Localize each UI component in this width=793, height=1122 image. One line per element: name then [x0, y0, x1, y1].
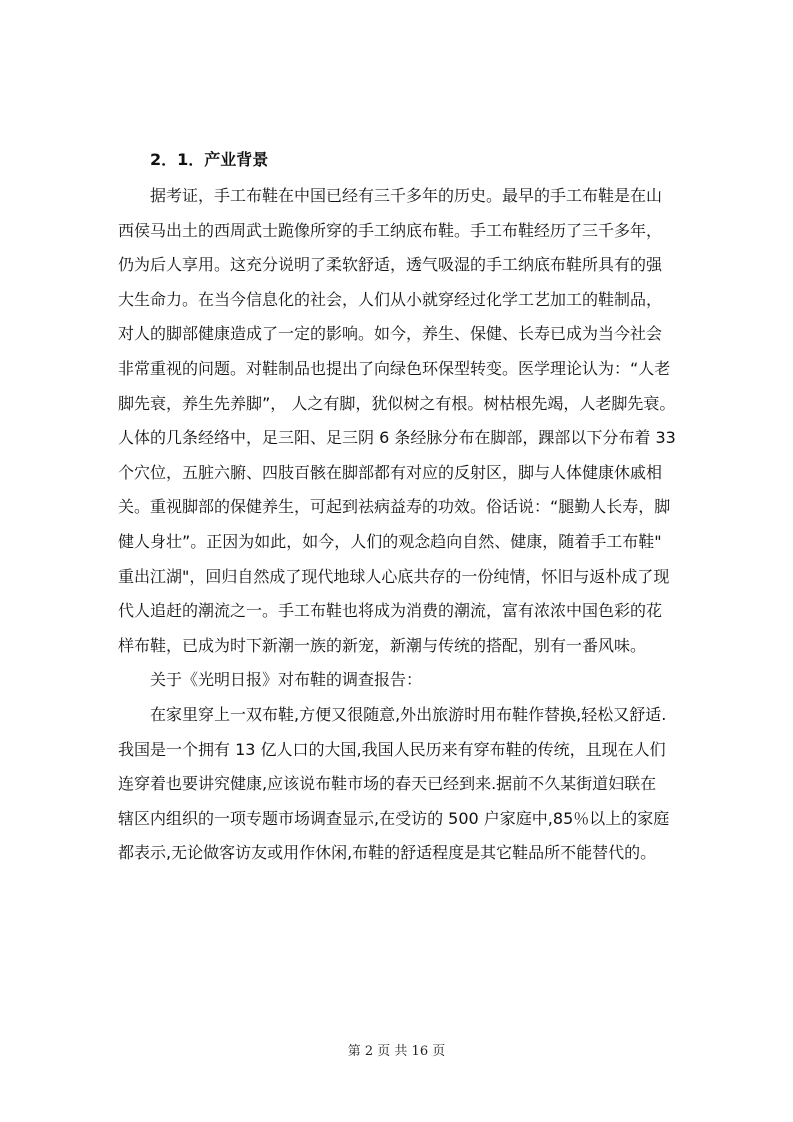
- text-line: 个穴位，五脏六腑、四肢百骸在脚部都有对应的反射区，脚与人体健康休戚相: [118, 462, 663, 482]
- text-line: 据考证，手工布鞋在中国已经有三千多年的历史。最早的手工布鞋是在山: [150, 186, 663, 205]
- text-line: 关于《光明日报》对布鞋的调查报告：: [150, 670, 423, 690]
- text-line: 仍为后人享用。这充分说明了柔软舒适，透气吸湿的手工纳底布鞋所具有的强: [118, 255, 663, 275]
- text-line: 辖区内组织的一项专题市场调查显示,在受访的 500 户家庭中,85％以上的家庭: [118, 808, 670, 828]
- section-heading: 2．1．产业背景: [150, 150, 269, 169]
- text-line: 样布鞋，已成为时下新潮一族的新宠，新潮与传统的搭配，别有一番风味。: [118, 635, 647, 655]
- text-line: 西侯马出土的西周武士跪像所穿的手工纳底布鞋。手工布鞋经历了三千多年，: [118, 220, 663, 240]
- document-body: [118, 141, 678, 871]
- paragraph-industry-background: [118, 179, 678, 663]
- text-line: 关。重视脚部的保健养生，可起到祛病益寿的功效。俗话说：“腿勤人长寿，脚: [118, 497, 671, 517]
- text-line: 重出江湖"，回归自然成了现代地球人心底共存的一份纯情，怀旧与返朴成了现: [118, 566, 670, 586]
- paragraph-survey-intro: [118, 663, 678, 698]
- text-line: 在家里穿上一双布鞋,方便又很随意,外出旅游时用布鞋作替换,轻松又舒适.: [150, 704, 667, 724]
- paragraph-survey-report: [118, 698, 678, 871]
- text-line: 大生命力。在当今信息化的社会，人们从小就穿经过化学工艺加工的鞋制品，: [118, 289, 663, 309]
- text-line: 连穿着也要讲究健康,应该说布鞋市场的春天已经到来.据前不久某街道妇联在: [118, 774, 657, 794]
- text-line: 都表示,无论做客访友或用作休闲,布鞋的舒适程度是其它鞋品所不能替代的。: [118, 843, 657, 863]
- text-line: 脚先衰，养生先养脚”， 人之有脚，犹似树之有根。树枯根先竭，人老脚先衰。: [118, 393, 676, 413]
- text-line: 对人的脚部健康造成了一定的影响。如今，养生、保健、长寿已成为当今社会: [118, 324, 663, 344]
- text-line: 人体的几条经络中，足三阳、足三阴 6 条经脉分布在脚部，踝部以下分布着 33: [118, 428, 676, 448]
- page-footer: 第 2 页 共 16 页: [347, 1044, 446, 1059]
- text-line: 非常重视的问题。对鞋制品也提出了向绿色环保型转变。医学理论认为：“人老: [118, 358, 671, 378]
- text-line: 代人追赶的潮流之一。手工布鞋也将成为消费的潮流，富有浓浓中国色彩的花: [118, 601, 663, 621]
- text-line: 健人身壮”。正因为如此，如今，人们的观念趋向自然、健康，随着手工布鞋": [118, 531, 662, 551]
- text-line: 我国是一个拥有 13 亿人口的大国,我国人民历来有穿布鞋的传统，且现在人们: [118, 739, 666, 759]
